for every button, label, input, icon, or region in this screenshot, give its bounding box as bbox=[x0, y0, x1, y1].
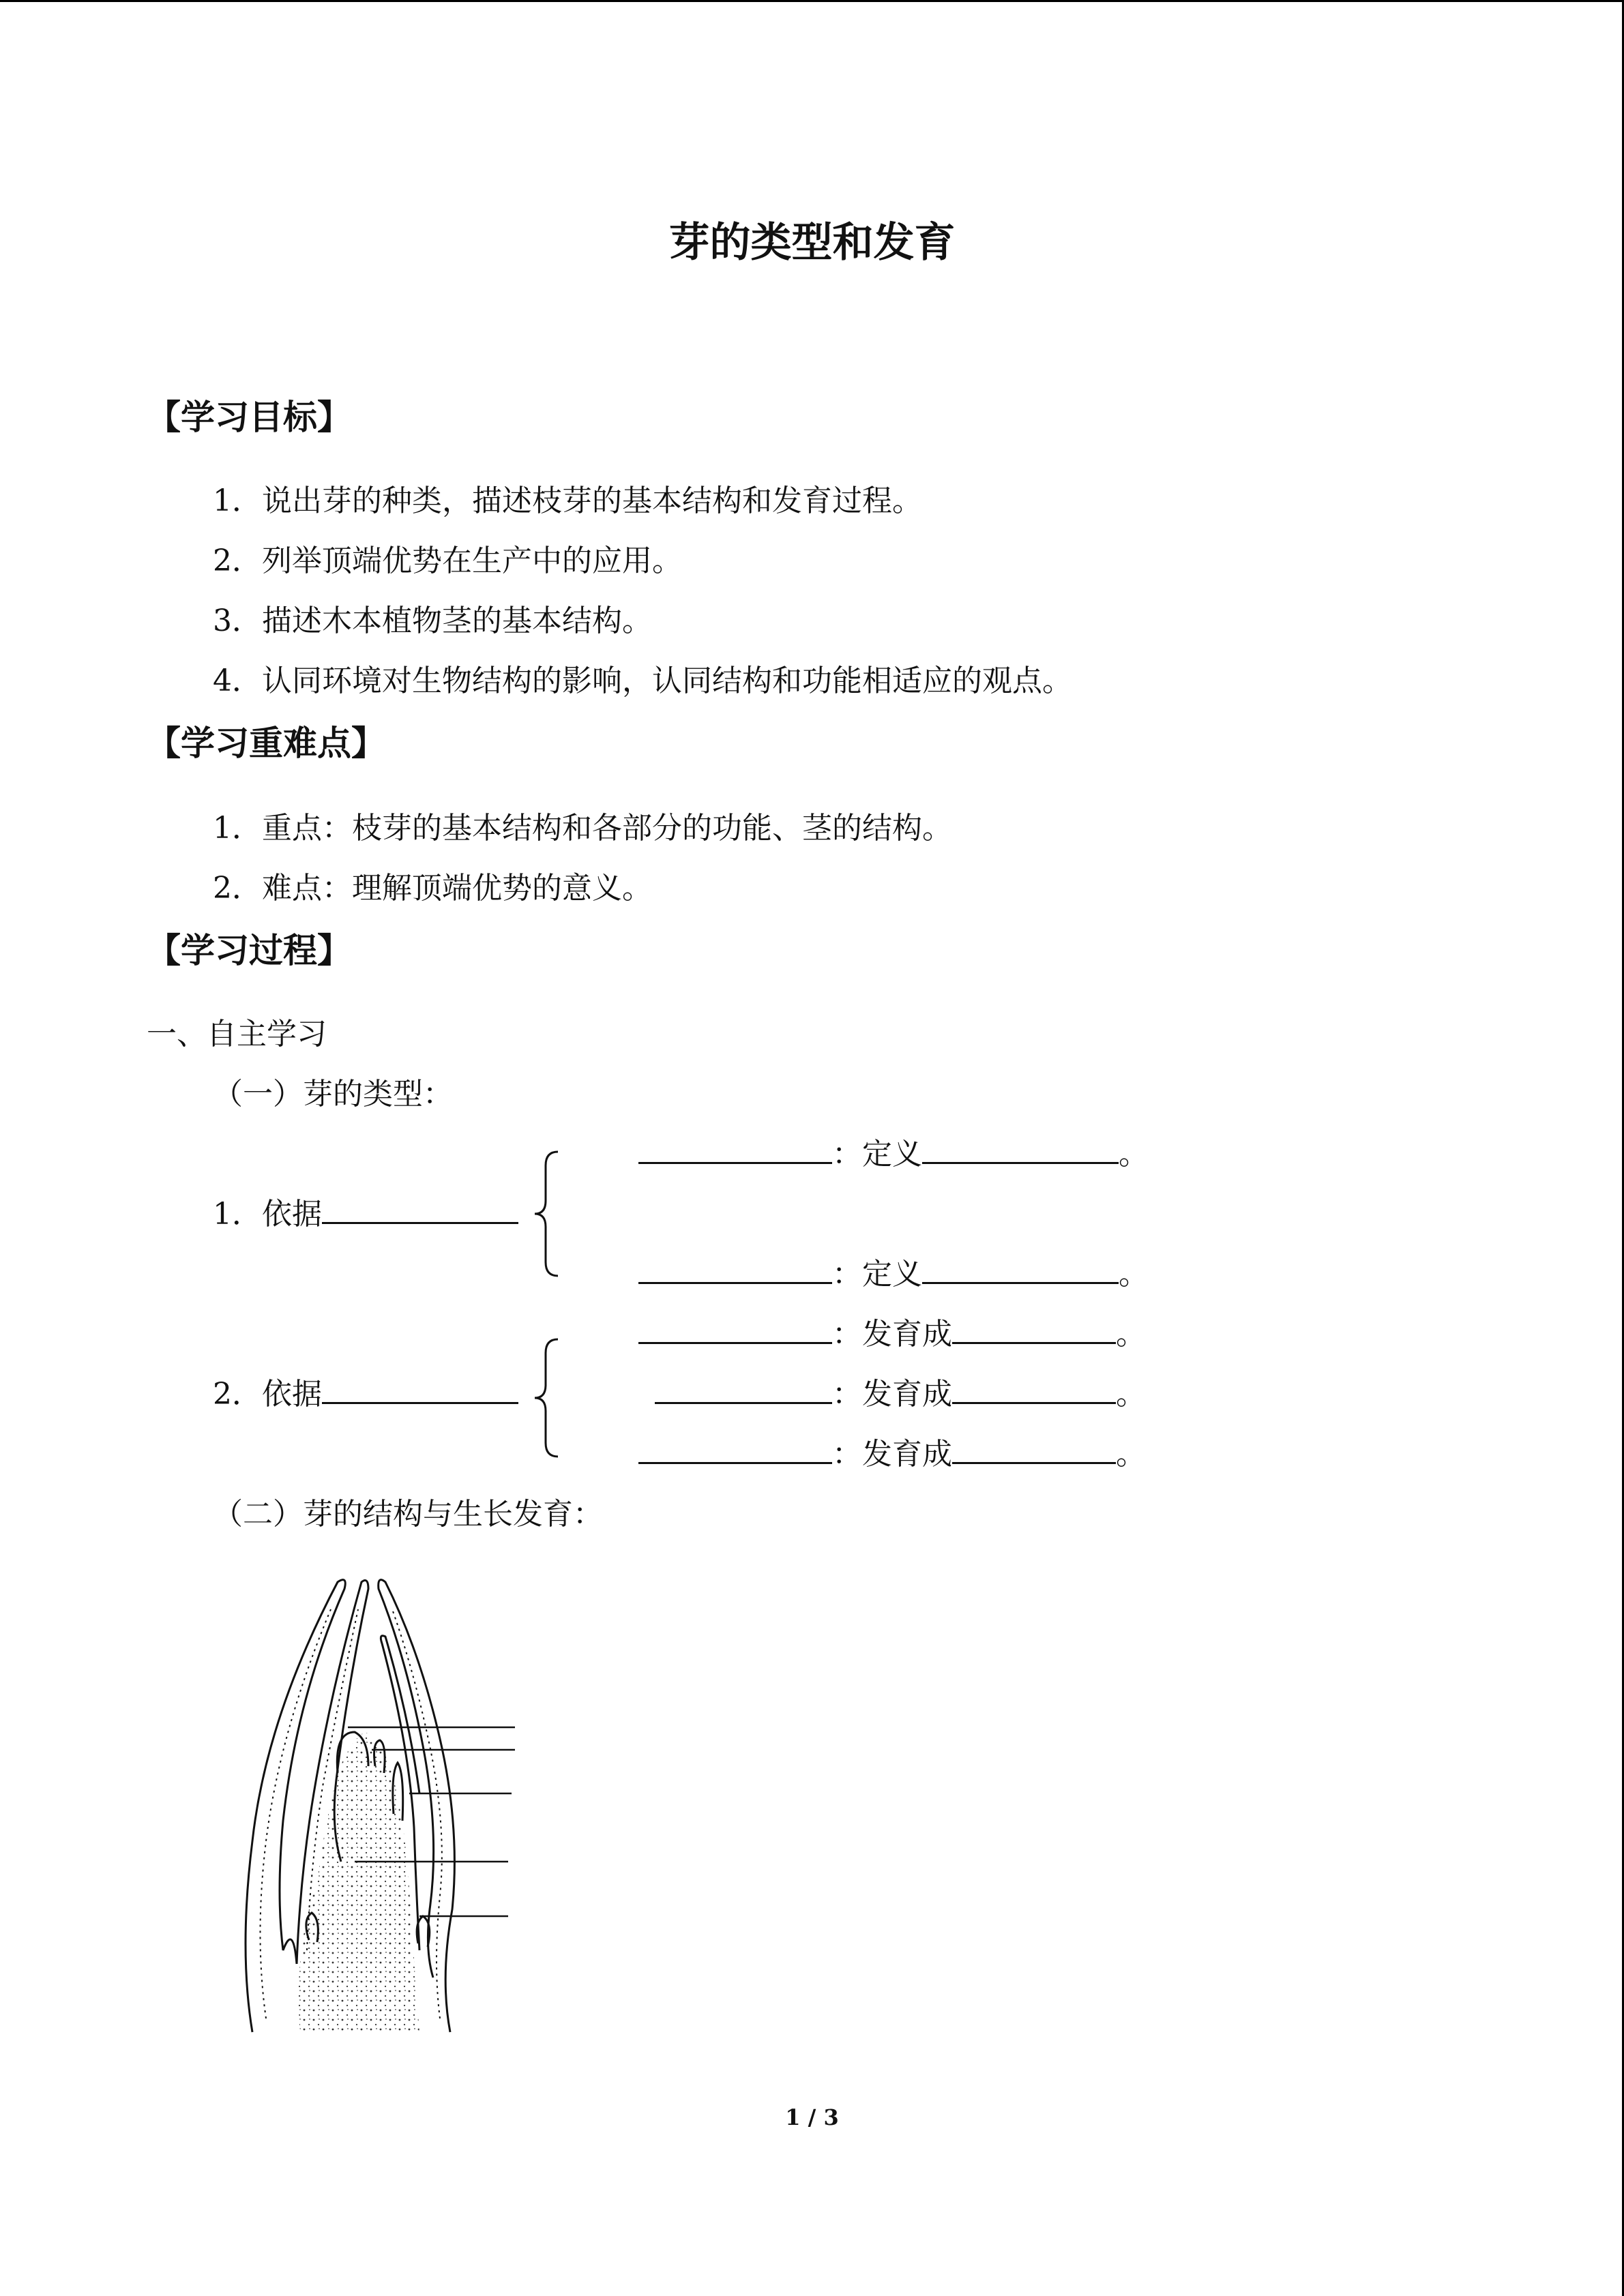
objective-item: 1．说出芽的种类，描述枝芽的基本结构和发育过程。 bbox=[213, 483, 922, 518]
key-points-heading: 【学习重难点】 bbox=[147, 724, 385, 763]
row-end: 。 bbox=[1119, 1137, 1149, 1172]
row-end: 。 bbox=[1116, 1317, 1146, 1352]
q2-type-blank[interactable] bbox=[655, 1372, 832, 1404]
key-point-item: 1．重点：枝芽的基本结构和各部分的功能、茎的结构。 bbox=[213, 811, 952, 846]
q2-develops-label: ：发育成 bbox=[832, 1317, 952, 1352]
q1-brace bbox=[532, 1149, 566, 1279]
q2-row bbox=[655, 1369, 1146, 1413]
q2-type-blank[interactable] bbox=[638, 1432, 832, 1464]
q2-develops-blank[interactable] bbox=[952, 1312, 1116, 1344]
page-title: 芽的类型和发育 bbox=[668, 219, 956, 267]
q1-definition-blank[interactable] bbox=[922, 1252, 1119, 1284]
bud-structure-diagram bbox=[235, 1568, 529, 2039]
row-end: 。 bbox=[1116, 1437, 1146, 1472]
q2-row bbox=[638, 1429, 1146, 1473]
page-number: 1 / 3 bbox=[785, 2104, 839, 2130]
q2-row bbox=[638, 1309, 1146, 1353]
q2-basis-blank[interactable] bbox=[322, 1372, 518, 1404]
q1-definition-label: ：定义 bbox=[832, 1137, 922, 1172]
q1-definition-blank[interactable] bbox=[922, 1132, 1119, 1164]
q1-definition-label: ：定义 bbox=[832, 1257, 922, 1292]
q1-type-blank[interactable] bbox=[638, 1252, 832, 1284]
objectives-heading: 【学习目标】 bbox=[147, 398, 351, 437]
self-study-label: 一、自主学习 bbox=[147, 1017, 327, 1052]
process-heading: 【学习过程】 bbox=[147, 931, 351, 970]
q1-basis-label: 1．依据 bbox=[213, 1197, 322, 1232]
objective-item: 2．列举顶端优势在生产中的应用。 bbox=[213, 543, 682, 578]
q1-row bbox=[638, 1249, 1149, 1293]
q1-basis-blank[interactable] bbox=[322, 1192, 518, 1224]
page-border-top bbox=[0, 0, 1624, 2]
q2-basis bbox=[213, 1369, 518, 1413]
q1-type-blank[interactable] bbox=[638, 1132, 832, 1164]
q2-develops-blank[interactable] bbox=[952, 1372, 1116, 1404]
q2-develops-label: ：发育成 bbox=[832, 1377, 952, 1412]
bud-types-subheading: （一）芽的类型： bbox=[213, 1077, 453, 1112]
row-end: 。 bbox=[1116, 1377, 1146, 1412]
q2-basis-label: 2．依据 bbox=[213, 1377, 322, 1412]
q1-row bbox=[638, 1129, 1149, 1173]
q2-brace bbox=[532, 1337, 566, 1459]
q2-type-blank[interactable] bbox=[638, 1312, 832, 1344]
objective-item: 3．描述木本植物茎的基本结构。 bbox=[213, 603, 652, 638]
q2-develops-label: ：发育成 bbox=[832, 1437, 952, 1472]
bud-structure-subheading: （二）芽的结构与生长发育： bbox=[213, 1497, 603, 1532]
q1-basis bbox=[213, 1189, 518, 1233]
row-end: 。 bbox=[1119, 1257, 1149, 1292]
objective-item: 4．认同环境对生物结构的影响，认同结构和功能相适应的观点。 bbox=[213, 664, 1072, 698]
key-point-item: 2．难点：理解顶端优势的意义。 bbox=[213, 871, 652, 906]
q2-develops-blank[interactable] bbox=[952, 1432, 1116, 1464]
